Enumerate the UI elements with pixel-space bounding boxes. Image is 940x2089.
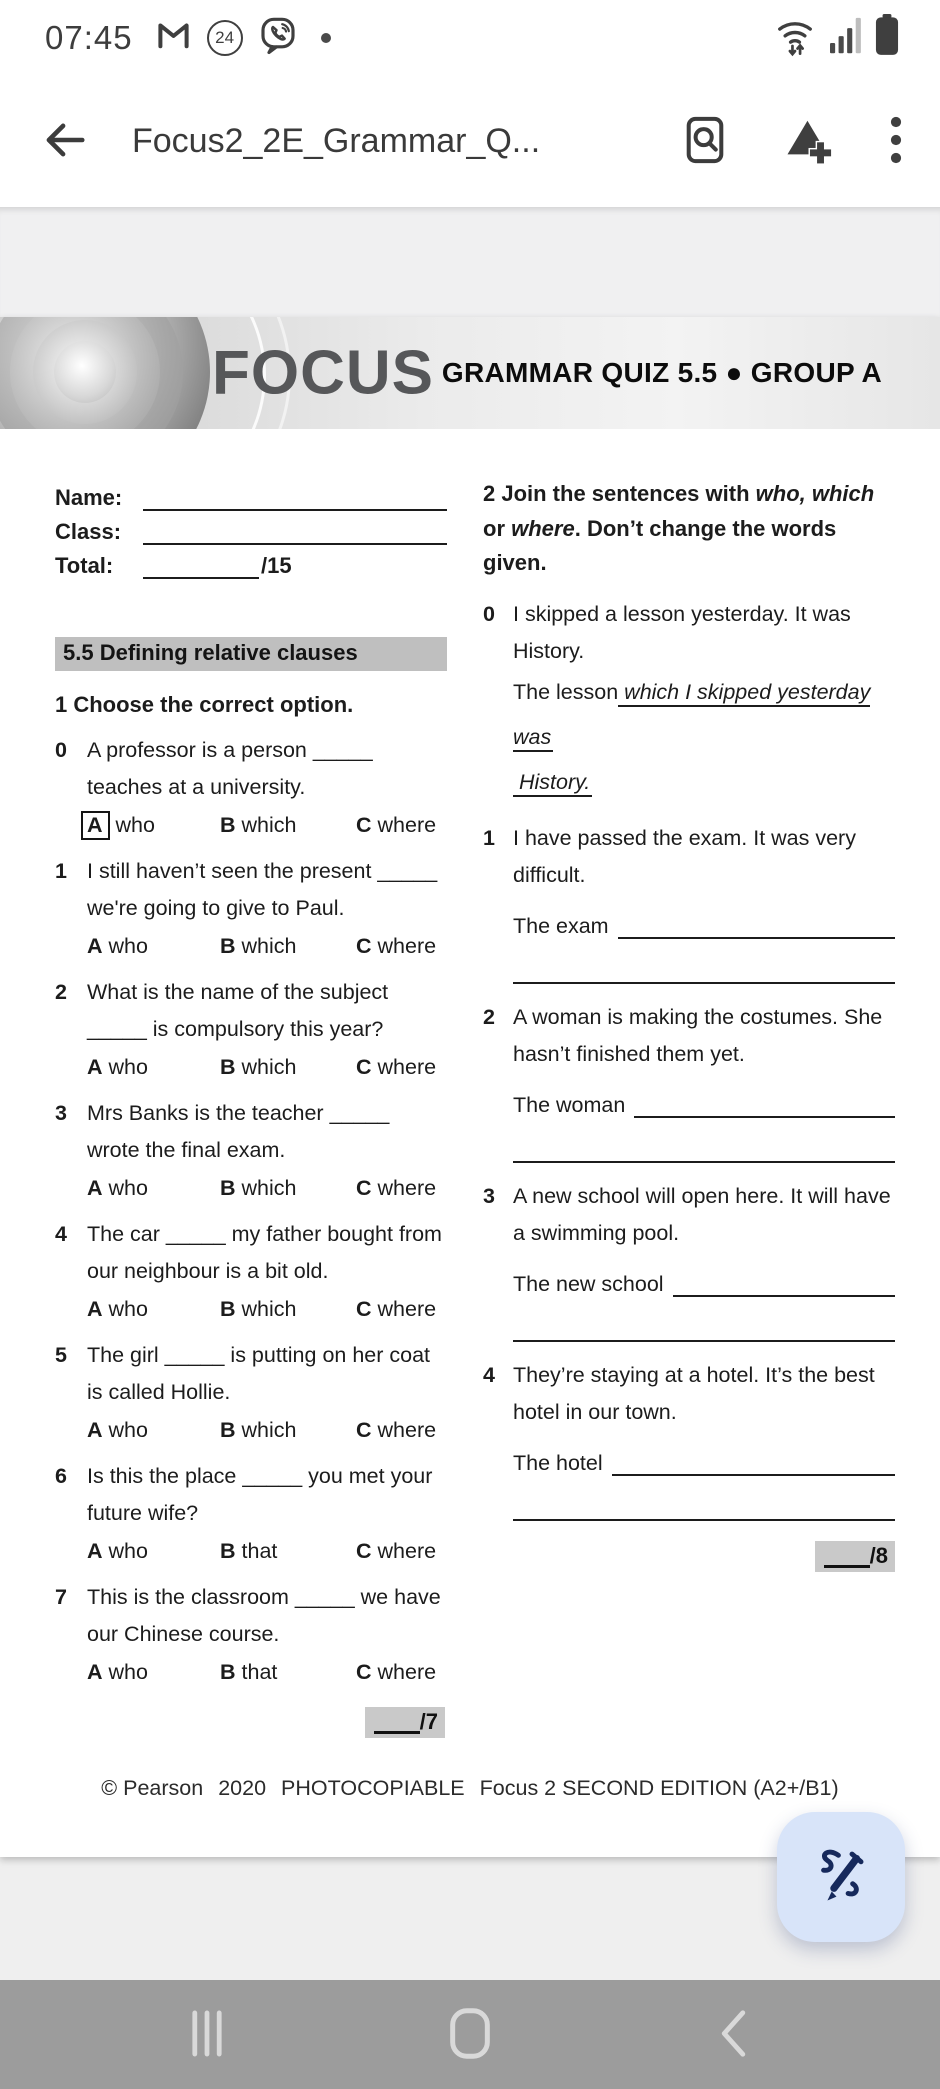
gmail-icon <box>155 17 192 59</box>
total-row <box>55 545 447 579</box>
option-c: C where <box>356 813 437 837</box>
name-write-line <box>143 483 447 511</box>
write-line: The exam <box>513 894 895 939</box>
exercise1-question: 2 What is the name of the subject _____ is compulsory this year? A who B which C where <box>55 974 447 1086</box>
exercise2-item: 3 A new school will open here. It will have a swimming pool. The new school <box>483 1178 895 1342</box>
notification-dot-icon <box>321 33 331 43</box>
year: 2020 <box>218 1776 267 1800</box>
back-nav-button[interactable] <box>710 2008 756 2061</box>
exercise1-question: 7 This is the classroom _____ we have our Chinese course. A who B that C where <box>55 1579 447 1691</box>
write-line <box>513 1476 895 1521</box>
exercise2-score-box: /8 <box>815 1541 895 1572</box>
edition: Focus 2 SECOND EDITION (A2+/B1) <box>479 1776 839 1800</box>
three-dot-menu-icon <box>890 116 902 167</box>
exercise1-question: 1 I still haven’t seen the present _____ we're going to give to Paul. A who B which C where <box>55 853 447 965</box>
exercise1-question: 0 A professor is a person _____ teaches at a university. A who B which C where <box>55 732 447 844</box>
exercise2-item: 0 I skipped a lesson yesterday. It was History. The lesson which I skipped yesterday was History. <box>483 596 895 805</box>
signal-icon <box>830 15 862 60</box>
option-c: C where <box>356 1297 437 1321</box>
add-to-drive-button[interactable] <box>784 116 834 167</box>
back-button[interactable] <box>42 117 88 166</box>
page-footer <box>0 1776 940 1801</box>
option-c: C where <box>356 1660 437 1684</box>
photocopiable: PHOTOCOPIABLE <box>281 1776 465 1800</box>
option-a: A who <box>87 1539 148 1563</box>
class-label: Class: <box>55 519 122 544</box>
write-line <box>513 939 895 984</box>
home-button[interactable] <box>442 2006 498 2063</box>
back-arrow-icon <box>42 117 88 166</box>
android-nav-bar <box>0 1980 940 2089</box>
annotate-fab-button[interactable] <box>777 1812 905 1942</box>
write-line: The new school <box>513 1252 895 1297</box>
recents-button[interactable] <box>185 2008 229 2061</box>
exercise1-question: 5 The girl _____ is putting on her coat is called Hollie. A who B which C where <box>55 1337 447 1449</box>
focus-banner <box>0 317 940 429</box>
exercise1-question: 3 Mrs Banks is the teacher _____ wrote the final exam. A who B which C where <box>55 1095 447 1207</box>
option-c: C where <box>356 1055 437 1079</box>
app-bar <box>0 75 940 207</box>
option-c: C where <box>356 934 437 958</box>
option-a: A who <box>87 1418 148 1442</box>
pdf-page[interactable] <box>0 317 940 1857</box>
viber-icon <box>258 15 298 60</box>
score-write-line <box>824 1545 870 1568</box>
exercise2-item: 2 A woman is making the costumes. She hasn’t finished them yet. The woman <box>483 999 895 1163</box>
option-b: B which <box>220 1055 297 1079</box>
total-label: Total: <box>55 553 114 578</box>
option-c: C where <box>356 1418 437 1442</box>
battery-icon <box>874 14 900 61</box>
section-header: 5.5 Defining relative clauses <box>55 637 447 671</box>
option-a: A who <box>87 1055 148 1079</box>
recents-icon <box>191 2009 223 2060</box>
drive-add-icon <box>784 116 834 167</box>
example-answer: which I skipped yesterday was <box>513 680 870 752</box>
option-c: C where <box>356 1176 437 1200</box>
option-a: A who <box>87 1297 148 1321</box>
viewer-background-top <box>0 207 940 317</box>
find-in-document-button[interactable] <box>682 115 728 168</box>
copyright: © Pearson <box>101 1776 204 1800</box>
option-c: C where <box>356 1539 437 1563</box>
status-bar <box>0 0 940 75</box>
class-row <box>55 511 447 545</box>
exercise2-item: 1 I have passed the exam. It was very difficult. The exam <box>483 820 895 984</box>
option-b: B which <box>220 934 297 958</box>
write-line <box>513 1297 895 1342</box>
quiz-title: GRAMMAR QUIZ 5.5 ● GROUP A <box>441 357 882 388</box>
score-write-line <box>374 1711 420 1734</box>
option-a: A who <box>87 1176 148 1200</box>
option-b: B which <box>220 1418 297 1442</box>
annotate-pen-icon <box>810 1845 872 1910</box>
exercise2-item: 4 They’re staying at a hotel. It’s the best hotel in our town. The hotel <box>483 1357 895 1521</box>
exercise1-question: 6 Is this the place _____ you met your future wife? A who B that C where <box>55 1458 447 1570</box>
example-answer-line: The lesson which I skipped yesterday was <box>513 670 895 760</box>
document-search-icon <box>682 115 728 168</box>
wifi-icon <box>772 13 818 62</box>
boxed-answer: A <box>81 811 110 840</box>
option-a: A who <box>87 1660 148 1684</box>
notification-badge: 24 <box>207 20 243 56</box>
option-a: A who <box>87 934 148 958</box>
exercise1-question: 4 The car _____ my father bought from our neighbour is a bit old. A who B which C where <box>55 1216 447 1328</box>
option-b: B which <box>220 1297 297 1321</box>
option-b: B that <box>220 1660 278 1684</box>
total-write-line <box>143 551 259 579</box>
option-b: B which <box>220 813 297 837</box>
class-write-line <box>143 517 447 545</box>
write-line: The woman <box>513 1073 895 1118</box>
exercise2-instruction: 2 Join the sentences with who, which or where. Don’t change the words given. <box>483 481 875 575</box>
write-line <box>513 1118 895 1163</box>
focus-logo: FOCUS <box>212 338 434 408</box>
back-chevron-icon <box>716 2009 750 2060</box>
name-row <box>55 477 447 511</box>
option-a: A who <box>87 807 220 844</box>
home-icon <box>448 2007 492 2062</box>
exercise1-score-box: /7 <box>365 1707 445 1738</box>
name-label: Name: <box>55 485 123 510</box>
example-answer-line: History. <box>513 760 895 805</box>
option-b: B which <box>220 1176 297 1200</box>
clock: 07:45 <box>45 18 133 56</box>
total-max: /15 <box>261 553 292 578</box>
overflow-menu-button[interactable] <box>890 116 902 167</box>
exercise1-instruction: 1 Choose the correct option. <box>55 692 354 717</box>
option-b: B that <box>220 1539 278 1563</box>
document-title: Focus2_2E_Grammar_Q... <box>132 121 541 160</box>
write-line: The hotel <box>513 1431 895 1476</box>
